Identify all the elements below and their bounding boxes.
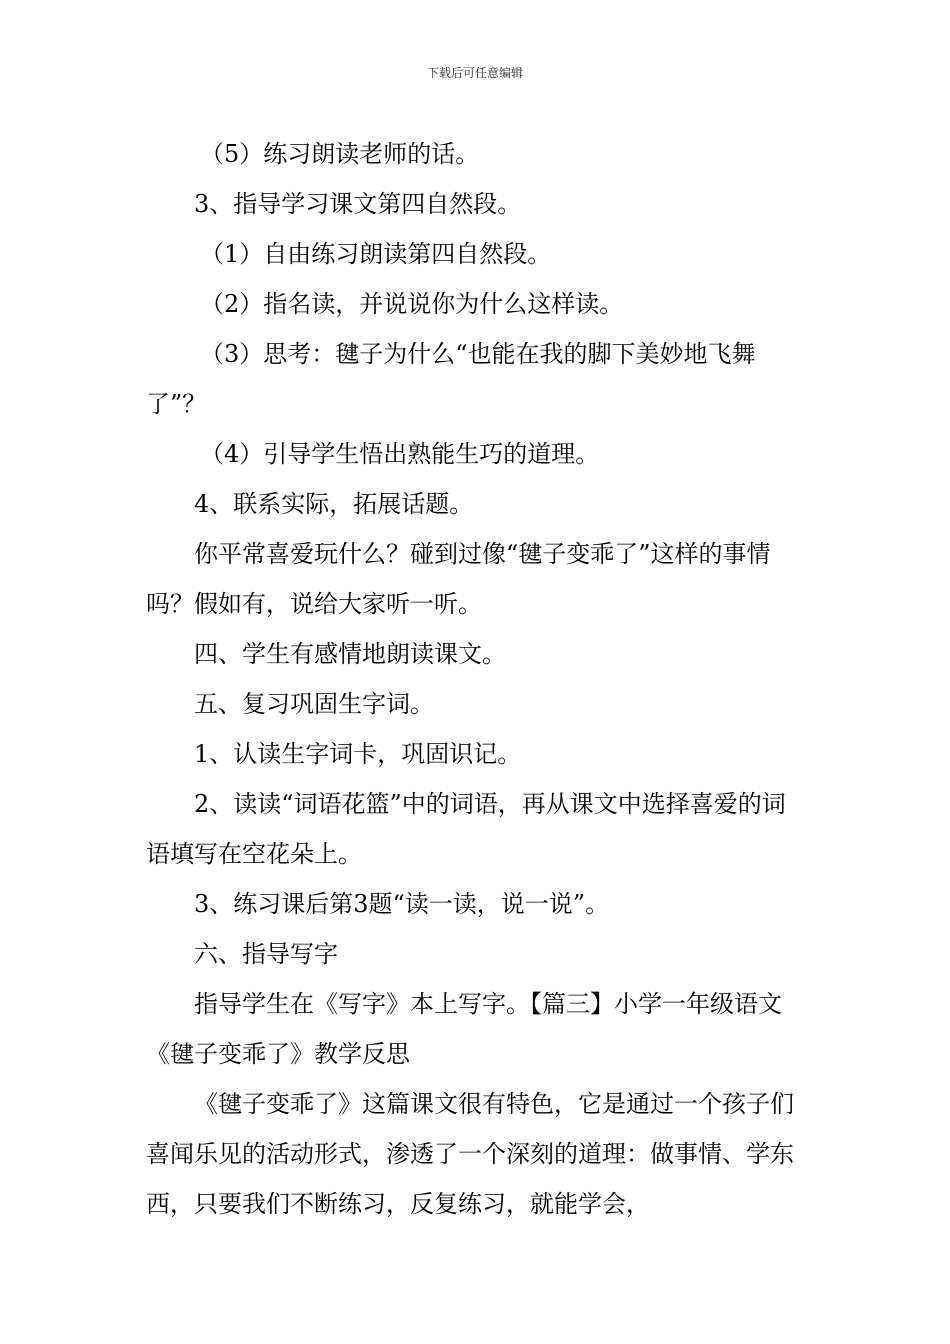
paragraph: 《毽子变乖了》这篇课文很有特色，它是通过一个孩子们喜闻乐见的活动形式，渗透了一个深刻的道理：做事情、学东西，只要我们不断练习，反复练习，就能学会，: [146, 1090, 794, 1218]
paragraph: 六、指导写字: [194, 940, 338, 968]
paragraph: 五、复习巩固生字词。: [194, 690, 434, 718]
paragraph: （5）练习朗读老师的话。: [200, 140, 480, 168]
paragraph: （3）思考：毽子为什么“也能在我的脚下美妙地飞舞了”？: [146, 340, 756, 418]
paragraph: 3、练习课后第3题“读一读，说一说”。: [194, 890, 610, 918]
paragraph: 指导学生在《写字》本上写字。【篇三】小学一年级语文《毽子变乖了》教学反思: [146, 990, 782, 1068]
page-header: 下载后可任意编辑: [426, 66, 523, 80]
paragraph: （1）自由练习朗读第四自然段。: [200, 240, 552, 268]
paragraph: （2）指名读，并说说你为什么这样读。: [200, 290, 624, 318]
paragraph: 4、联系实际，拓展话题。: [194, 490, 474, 518]
paragraph: 四、学生有感情地朗读课文。: [194, 640, 506, 668]
paragraph: （4）引导学生悟出熟能生巧的道理。: [200, 440, 600, 468]
document-body: [146, 129, 808, 1229]
paragraph: 2、读读“词语花篮”中的词语，再从课文中选择喜爱的词语填写在空花朵上。: [146, 790, 786, 868]
paragraph: 3、指导学习课文第四自然段。: [194, 190, 522, 218]
paragraph: 你平常喜爱玩什么？碰到过像“毽子变乖了”这样的事情吗？假如有，说给大家听一听。: [146, 540, 771, 618]
paragraph: 1、认读生字词卡，巩固识记。: [194, 740, 522, 768]
